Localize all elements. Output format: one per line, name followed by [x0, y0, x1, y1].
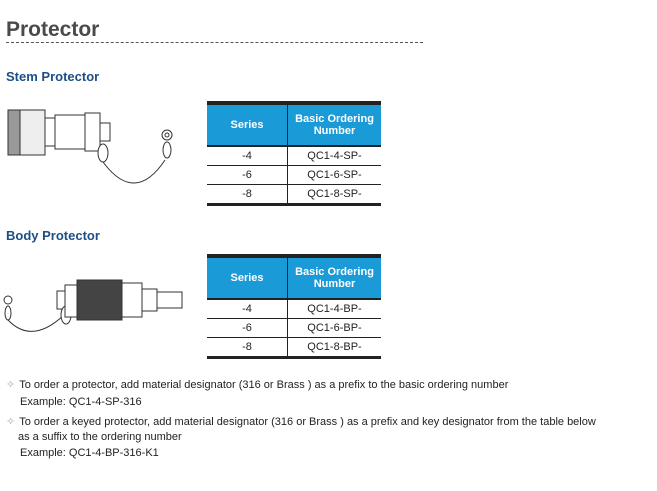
ordering-number-cell: QC1-6-BP- — [288, 319, 382, 338]
header-ordering-number: Basic Ordering Number — [288, 256, 382, 299]
series-cell: -8 — [207, 338, 288, 358]
series-cell: -8 — [207, 185, 288, 205]
page-title: Protector — [6, 18, 100, 41]
table-row — [207, 299, 381, 319]
bullet-icon: ✧ — [6, 416, 16, 428]
ordering-number-cell: QC1-4-BP- — [288, 299, 382, 319]
series-cell: -6 — [207, 166, 288, 185]
table-row — [207, 338, 381, 358]
series-cell: -4 — [207, 146, 288, 166]
bullet-icon: ✧ — [6, 379, 16, 391]
header-ordering-number: Basic Ordering Number — [288, 103, 382, 146]
body-protector-table — [207, 254, 381, 359]
table-row — [207, 185, 381, 205]
note-1-example: Example: QC1-4-SP-316 — [20, 396, 142, 408]
note-1 — [6, 378, 508, 391]
note-2-continuation: as a suffix to the ordering number — [18, 431, 182, 443]
table-row — [207, 146, 381, 166]
stem-protector-table — [207, 101, 381, 206]
note-text: To order a protector, add material designator (316 or Brass ) as a prefix to the basic ordering number — [19, 379, 509, 391]
ordering-number-cell: QC1-8-BP- — [288, 338, 382, 358]
series-cell: -4 — [207, 299, 288, 319]
title-divider — [6, 42, 423, 43]
series-cell: -6 — [207, 319, 288, 338]
table-row — [207, 319, 381, 338]
note-text: To order a keyed protector, add material designator (316 or Brass ) as a prefix and key designator from the table below — [19, 416, 596, 428]
header-series: Series — [207, 103, 288, 146]
note-2 — [6, 415, 596, 428]
stem-protector-heading: Stem Protector — [6, 69, 100, 84]
ordering-number-cell: QC1-4-SP- — [288, 146, 382, 166]
body-protector-heading: Body Protector — [6, 228, 100, 243]
stem-protector-image — [5, 105, 175, 190]
note-2-example: Example: QC1-4-BP-316-K1 — [20, 447, 159, 459]
table-row — [207, 166, 381, 185]
header-series: Series — [207, 256, 288, 299]
body-protector-image — [2, 275, 187, 345]
ordering-number-cell: QC1-8-SP- — [288, 185, 382, 205]
ordering-number-cell: QC1-6-SP- — [288, 166, 382, 185]
